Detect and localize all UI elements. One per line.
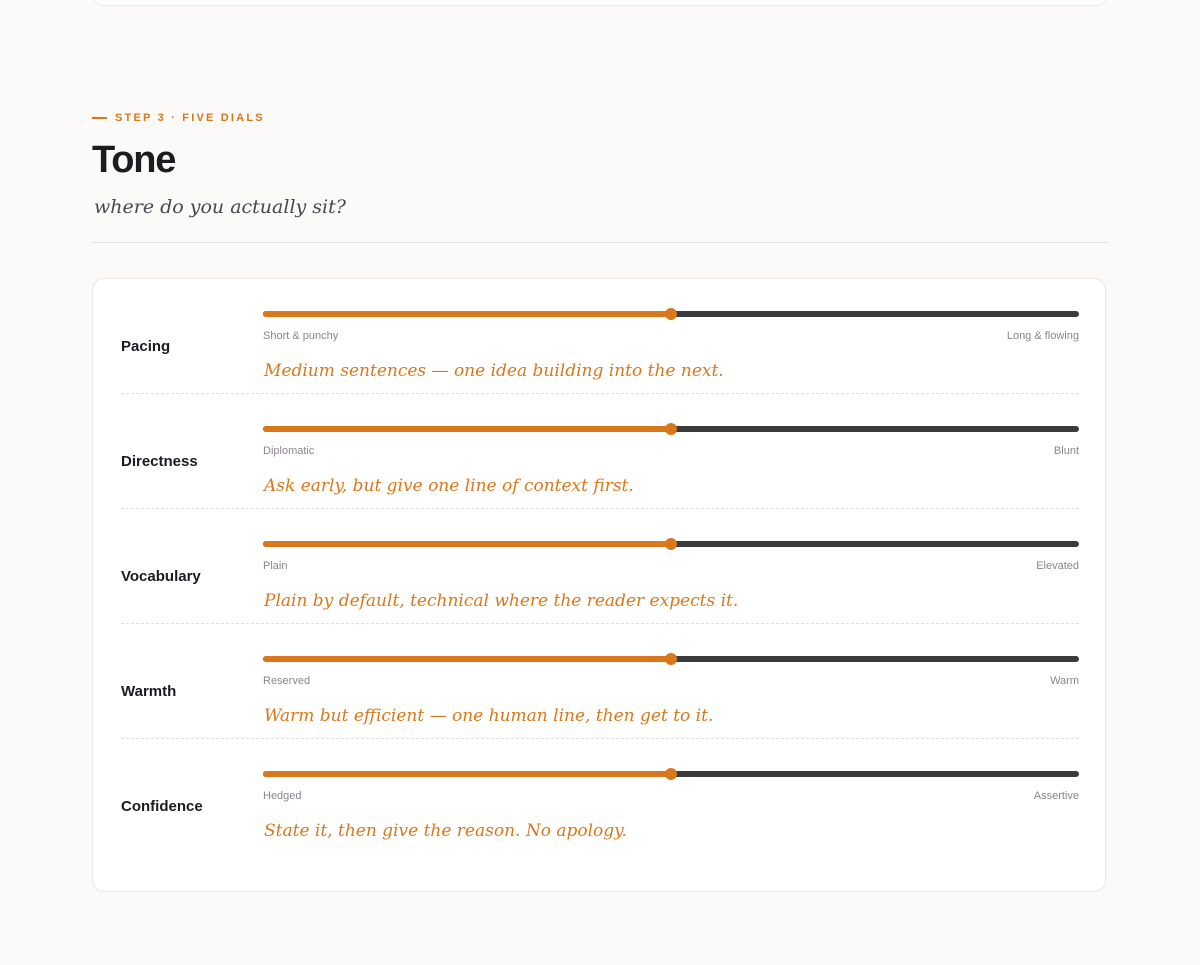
dial-low-label: Reserved <box>263 675 311 687</box>
dial-row-confidence <box>121 739 1079 854</box>
dial-row-pacing <box>121 279 1079 394</box>
slider-fill <box>263 656 671 662</box>
dial-slider-confidence[interactable] <box>263 768 1079 780</box>
dial-row-warmth <box>121 624 1079 739</box>
slider-fill <box>263 426 671 432</box>
dial-high-label: Elevated <box>1036 560 1079 572</box>
slider-thumb[interactable] <box>665 768 677 780</box>
dial-note: State it, then give the reason. No apology. <box>264 821 627 841</box>
tone-dials-card <box>92 278 1106 892</box>
dial-note: Plain by default, technical where the reader expects it. <box>264 591 739 611</box>
eyebrow-dash <box>92 117 107 119</box>
dial-label: Confidence <box>121 798 203 815</box>
slider-thumb[interactable] <box>665 308 677 320</box>
previous-section-card <box>92 0 1108 6</box>
dial-high-label: Blunt <box>1053 445 1079 457</box>
dial-low-label: Plain <box>263 560 288 572</box>
section-subtitle: where do you actually sit? <box>94 196 346 218</box>
slider-fill <box>263 541 671 547</box>
dial-note: Ask early, but give one line of context first. <box>264 476 634 496</box>
eyebrow-text: STEP 3 · FIVE DIALS <box>115 112 265 124</box>
dial-label: Pacing <box>121 338 171 355</box>
dial-slider-directness[interactable] <box>263 423 1079 435</box>
section-title: Tone <box>92 139 176 181</box>
dial-row-vocabulary <box>121 509 1079 624</box>
dial-row-directness <box>121 394 1079 509</box>
dial-high-label: Long & flowing <box>1006 330 1079 342</box>
dial-high-label: Assertive <box>1033 790 1079 802</box>
dial-note: Medium sentences — one idea building into the next. <box>264 361 724 381</box>
header-divider <box>92 242 1108 243</box>
slider-thumb[interactable] <box>665 423 677 435</box>
dial-label: Vocabulary <box>121 568 201 585</box>
dial-slider-warmth[interactable] <box>263 653 1079 665</box>
dial-low-label: Diplomatic <box>263 445 315 457</box>
dial-high-label: Warm <box>1050 675 1079 687</box>
slider-fill <box>263 311 671 317</box>
dial-slider-pacing[interactable] <box>263 308 1079 320</box>
dial-low-label: Hedged <box>263 790 302 802</box>
slider-thumb[interactable] <box>665 538 677 550</box>
dial-label: Warmth <box>121 683 177 700</box>
dial-slider-vocabulary[interactable] <box>263 538 1079 550</box>
dial-label: Directness <box>121 453 198 470</box>
dial-low-label: Short & punchy <box>263 330 339 342</box>
slider-thumb[interactable] <box>665 653 677 665</box>
dial-note: Warm but efficient — one human line, then get to it. <box>264 706 714 726</box>
step-eyebrow <box>92 112 265 124</box>
slider-fill <box>263 771 671 777</box>
